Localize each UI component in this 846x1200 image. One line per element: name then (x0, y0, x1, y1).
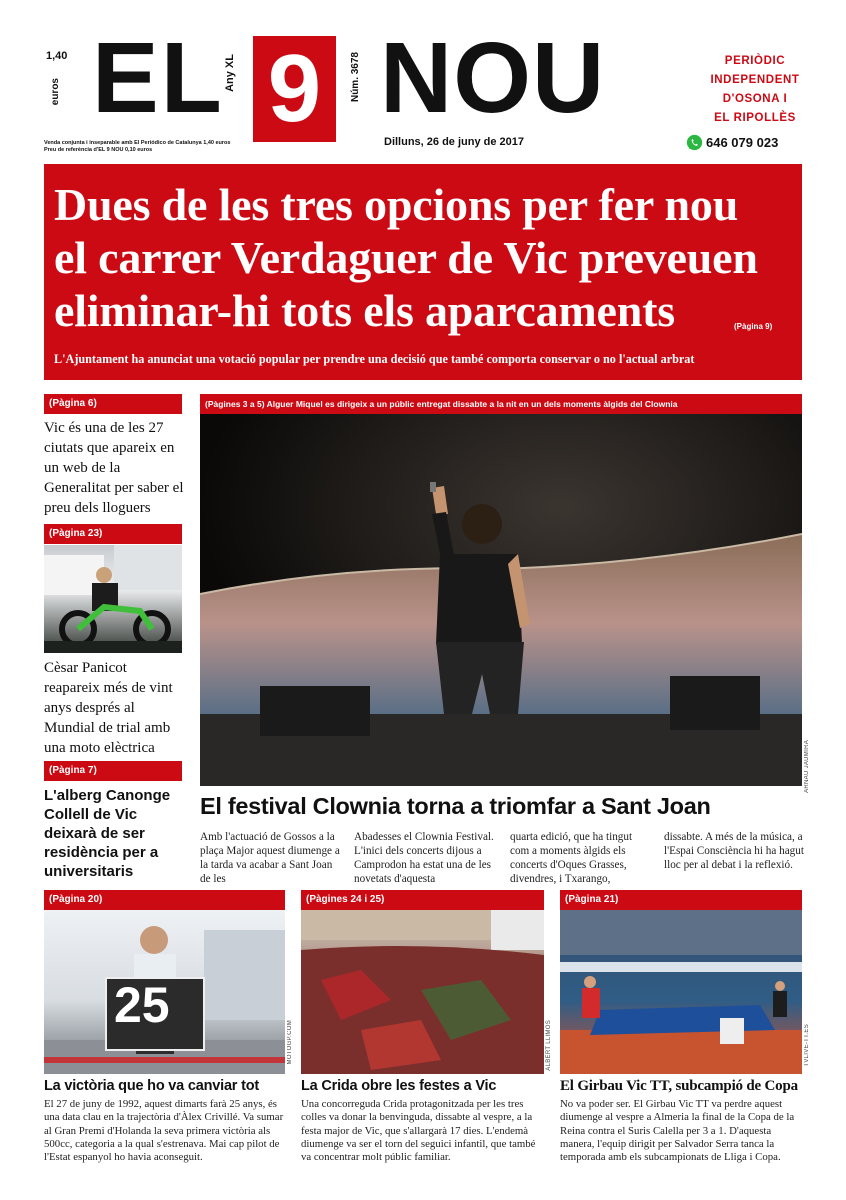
bottom-headline-1[interactable]: La victòria que ho va canviar tot (44, 1078, 259, 1094)
bottom-body-1: El 27 de juny de 1992, aquest dimarts farà 25 anys, és una data clau en la trajectòria d'Àlex Crivillé. Va sumar al Gran Premi d'Holanda la seva primera victòria als 500cc, categoria a la qual s'estrenava. Mai cap pilot de l'Estat espanyol ho havia aconseguit. (44, 1098, 284, 1164)
sales-info-2: Preu de referència d'EL 9 NOU 0,10 euros (44, 147, 153, 153)
bottom-headline-3[interactable]: El Girbau Vic TT, subcampió de Copa (560, 1078, 798, 1094)
main-photo-caption: (Pàgines 3 a 5) Alguer Miquel es dirigeix a un públic entregat dissabte a la nit en un dels moments àlgids del Clownia (200, 394, 802, 414)
page-ref-tag: (Pàgina 23) (44, 524, 182, 544)
criville-sign-number: 25 (114, 977, 170, 1033)
tabletennis-photo (560, 910, 802, 1074)
tabletennis-illustration (560, 910, 802, 1074)
trial-photo (44, 545, 182, 653)
whatsapp-icon (686, 134, 703, 151)
brief-rents[interactable]: Vic és una de les 27 ciutats que apareix en un web de la Generalitat per saber el preu dels lloguers (44, 420, 184, 516)
page-ref-tag: (Pàgina 6) (44, 394, 182, 414)
masthead-number-box (253, 36, 336, 142)
lead-headline-line: eliminar-hi tots els aparcaments (54, 285, 675, 336)
main-body-col-4: dissabte. A més de la música, a l'Espai Consciència hi ha hagut lloc per al debat i la reflexió. (664, 831, 804, 871)
tagline-line: EL RIPOLLÈS (714, 112, 796, 124)
bottom-body-3: No va poder ser. El Girbau Vic TT va perdre aquest diumenge al vespre a Almeria la final de la Copa de la Reina contra el Suris Calella per 3 a 1. D'aquesta manera, l'equip dirigit per Salvador Serra tanca la temporada amb els subcampionats de Lliga i Copa. (560, 1098, 795, 1164)
crida-photo (301, 910, 544, 1074)
brief-panicot[interactable]: Cèsar Panicot reapareix més de vint anys després al Mundial de trial amb una moto elèctrica (44, 660, 173, 756)
page-ref-tag: (Pàgina 20) (44, 890, 285, 910)
crida-illustration (301, 910, 544, 1074)
tagline (690, 52, 820, 128)
concert-photo[interactable] (200, 414, 802, 786)
lead-headline-line: Dues de les tres opcions per fer nou (54, 179, 739, 230)
whatsapp-contact[interactable] (686, 132, 778, 152)
price-currency: euros (50, 78, 61, 106)
brief-alberg[interactable]: L'alberg Canonge Collell de Vic deixarà de ser residència per a universitaris (44, 787, 171, 880)
tagline-line: D'OSONA I (722, 93, 788, 105)
main-body-col-1: Amb l'actuació de Gossos a la plaça Major aquest diumenge a la tarda va acabar a Sant Joan de les (200, 831, 340, 885)
bottom-headline-2[interactable]: La Crida obre les festes a Vic (301, 1078, 497, 1094)
whatsapp-number: 646 079 023 (706, 134, 779, 150)
concert-illustration (200, 414, 802, 786)
sales-info-1: Venda conjunta i inseparable amb El Periódico de Catalunya 1,40 euros (44, 140, 231, 146)
main-body-col-2: Abadesses el Clownia Festival. L'inici dels concerts dijous a Camprodon ha estat una de les novetats d'aquesta (354, 831, 494, 885)
price: 1,40 (46, 50, 68, 62)
masthead (0, 0, 846, 160)
tagline-line: INDEPENDENT (710, 74, 800, 86)
lead-subhead: L'Ajuntament ha anunciat una votació popular per prendre una decisió que també comporta conservar o no l'actual arbrat (54, 352, 695, 366)
lead-headline-line: el carrer Verdaguer de Vic preveuen (54, 232, 758, 283)
bottom-body-2: Una concorreguda Crida protagonitzada per les tres colles va donar la benvinguda, dissabte al vespre, a la festa major de Vic, que s'allargarà 17 dies. L'endemà diumenge va ser el torn del seguici infantil, que també va concentrar molt públic familiar. (301, 1098, 536, 1164)
photo-credit: ALBERT LLIMÓS (546, 1020, 552, 1071)
photo-credit: ARNAU JAUMIRA (804, 740, 810, 793)
masthead-nou: NOU (380, 22, 606, 134)
photo-credit: MOTOGP.COM (287, 1020, 293, 1065)
main-body-col-3: quarta edició, que ha tingut com a moments àlgids els concerts d'Oques Grasses, divendres, i Txarango, (510, 831, 633, 885)
issue-date: Dilluns, 26 de juny de 2017 (384, 136, 524, 148)
masthead-number: 9 (267, 35, 322, 142)
photo-credit: TVLIVE-TT.ES (804, 1024, 810, 1067)
lead-headline (54, 178, 758, 337)
tagline-line: PERIÒDIC (724, 55, 786, 67)
lead-page-ref: (Pàgina 9) (734, 322, 773, 331)
page-ref-tag: (Pàgines 24 i 25) (301, 890, 544, 910)
year-label: Any XL (224, 54, 236, 92)
page-ref-tag: (Pàgina 21) (560, 890, 802, 910)
trial-rider-illustration (44, 545, 182, 653)
page-ref-tag: (Pàgina 7) (44, 761, 182, 781)
main-headline[interactable]: El festival Clownia torna a triomfar a Sant Joan (200, 793, 711, 819)
lead-story[interactable] (44, 164, 802, 380)
issue-number: Núm. 3678 (350, 52, 361, 103)
masthead-el: EL (92, 22, 224, 134)
